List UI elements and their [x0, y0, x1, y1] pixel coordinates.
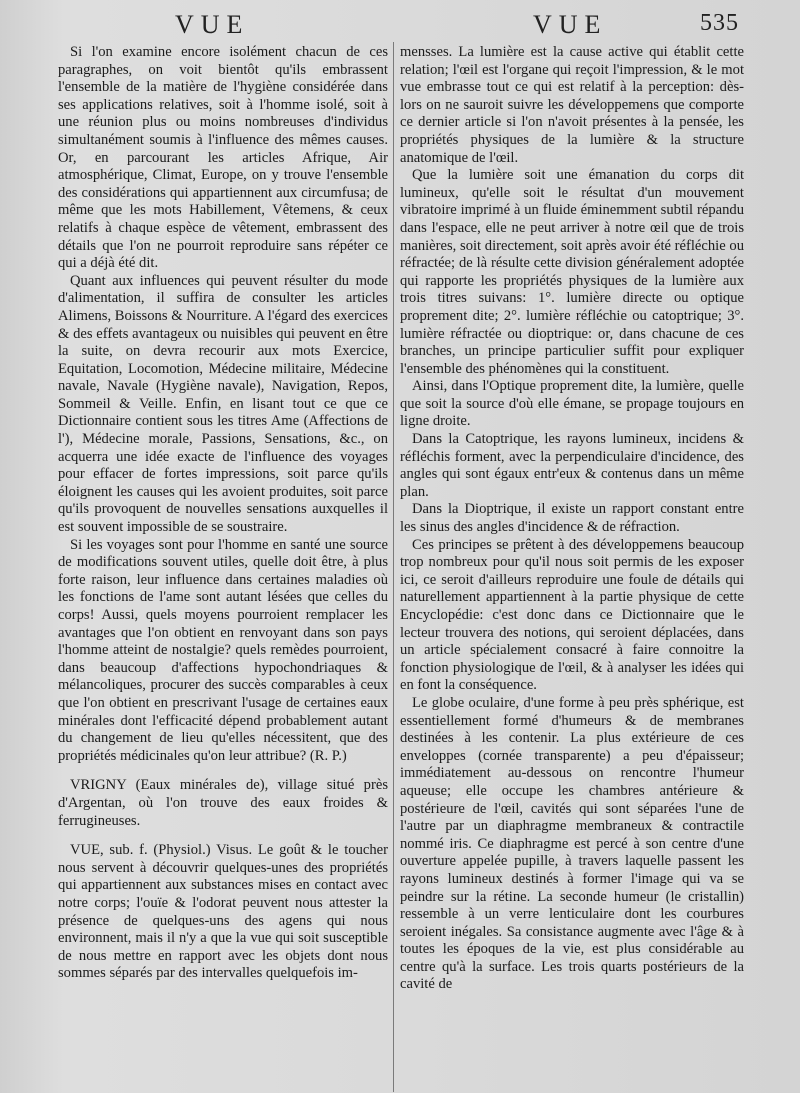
- entry-vue: VUE, sub. f. (Physiol.) Visus. Le goût & le toucher nous servent à découvrir quelques-unes des propriétés qui appartiennent aux substances mises en contact avec notre corps; l'ouïe & l'odorat peuvent nous attester la présence de quelques-uns des agens qui nous environnent, mais il n'y a que la vue qui soit susceptible de nous mettre en rapport avec les objets dont nous sommes séparés par des intervalles quelquefois im-: [58, 842, 388, 982]
- paragraph-voyages: Si les voyages sont pour l'homme en santé une source de modifications souvent utiles, quelle doit être, à plus forte raison, leur influence dans certaines maladies où les fonctions de l'ame sont autant lésées que celles du corps! Aussi, quels moyens pourroient remplacer les avantages que l'on obtient en renvoyant dans son pays l'homme atteint de nostalgie? quels remèdes pourroient, dans beaucoup d'affections hypochondriaques & mélancoliques, procurer des succès comparables à ceux que l'on obtient en prescrivant l'usage de certaines eaux minérales dont l'efficacité dépend probablement autant du changement de lieu qu'elles nécessitent, que des propriétés médicinales qu'on leur attribue? (R. P.): [58, 536, 388, 764]
- paragraph-vue-continued: mensses. La lumière est la cause active qui établit cette relation; l'œil est l'organe qui reçoit l'impression, & le mot vue embrasse tout ce qui est relatif à la perception: dès-lors on ne sauroit suivre les développemens que comporte ce dernier article si l'on n'avoit présentes à la pensée, les propriétés physiques de la lumière & la structure anatomique de l'œil.: [400, 44, 744, 166]
- right-column: [400, 44, 744, 994]
- left-column: [58, 44, 388, 983]
- paragraph-hygiene-summary: Si l'on examine encore isolément chacun de ces paragraphes, on voit bientôt qu'ils embrassent l'ensemble de la matière de l'hygiène considérée dans ses applications relatives, soit à l'homme isolé, soit à une réunion plus ou moins nombreuses d'individus simultanément soumis à l'influence des mêmes causes. Or, en parcourant les articles Afrique, Air atmosphérique, Climat, Europe, on y trouve l'ensemble des considérations qui appartiennent aux circumfusa; de même que les mots Habillement, Vêtemens, & ceux relatifs à chaque espèce de vêtement, embrassent des détails que l'on ne pourroit reproduire sans répéter ce qui a déjà été dit.: [58, 44, 388, 272]
- paragraph-dioptrique: Dans la Dioptrique, il existe un rapport constant entre les sinus des angles d'incidence & de réfraction.: [400, 501, 744, 536]
- entry-vrigny: VRIGNY (Eaux minérales de), village situé près d'Argentan, où l'on trouve des eaux froides & ferrugineuses.: [58, 777, 388, 829]
- running-head-right: VUE: [533, 10, 608, 39]
- paragraph-globe-oculaire: Le globe oculaire, d'une forme à peu près sphérique, est essentiellement formé d'humeurs & de membranes destinées à les contenir. La plus extérieure de ces enveloppes (cornée transparente) a peu d'épaisseur; immédiatement au-dessous on rencontre l'humeur aqueuse; elle occupe les chambres antérieure & postérieure de l'œil, cavités qui sont séparées l'une de l'autre par un diaphragme membraneux & contractile nommé iris. Ce diaphragme est percé à son centre d'une ouverture appelée pupille, à travers laquelle passent les rayons lumineux destinés à former l'image qui va se peindre sur la rétine. La seconde humeur (le cristallin) ressemble à un verre lenticulaire dont les courbures seroient inégales. Sa consistance augmente avec l'âge & à toutes les époques de la vie, est plus considérable au centre qu'à la surface. Les trois quarts postérieurs de la cavité de: [400, 694, 744, 993]
- column-divider: [393, 42, 394, 1092]
- paragraph-alimentation: Quant aux influences qui peuvent résulter du mode d'alimentation, il suffira de consulter les articles Alimens, Boissons & Nourriture. A l'égard des exercices & des effets avantageux ou nuisibles qui peuvent en être la suite, on devra recourir aux mots Exercice, Equitation, Locomotion, Médecine militaire, Médecine navale, Navale (Hygiène navale), Navigation, Repos, Sommeil & Veille. Enfin, en lisant tout ce que ce Dictionnaire contient sous les titres Ame (Affections de l'), Médecine morale, Passions, Sensations, &c., on acquerra une idée exacte de l'influence des voyages pour effacer de fortes impressions, soit parce qu'ils éloignent les causes qui les avoient produites, soit parce qu'ils provoquent de nouvelles sensations auxquelles il est souvent impossible de se soustraire.: [58, 272, 388, 536]
- paragraph-lumiere: Que la lumière soit une émanation du corps dit lumineux, qu'elle soit le résultat d'un mouvement vibratoire imprimé à un fluide éminemment subtil répandu dans l'espace, elle ne peut arriver à notre œil que de trois manières, soit directement, soit après avoir été réfléchie ou réfractée; de là résulte cette division généralement adoptée qui rapporte les propriétés physiques de la lumière aux trois titres suivans: 1°. lumière directe ou optique proprement dite; 2°. lumière réfléchie ou catoptrique; 3°. lumière réfractée ou dioptrique: or, dans chacune de ces branches, un principe particulier suffit pour expliquer l'ensemble des phénomènes qui la constituent.: [400, 167, 744, 377]
- running-head-left: VUE: [175, 10, 250, 39]
- paragraph-catoptrique: Dans la Catoptrique, les rayons lumineux, incidens & réfléchis forment, avec la perpendiculaire d'incidence, des angles qui sont égaux entr'eux & contenus dans un même plan.: [400, 431, 744, 500]
- page-number: 535: [700, 10, 739, 36]
- paragraph-optique: Ainsi, dans l'Optique proprement dite, la lumière, quelle que soit la source d'où elle émane, se propage toujours en ligne droite.: [400, 378, 744, 430]
- paragraph-principes: Ces principes se prêtent à des développemens beaucoup trop nombreux pour qu'il nous soit permis de les exposer ici, ce seroit d'ailleurs reproduire une foule de détails qui naturellement appartiennent à la partie physique de cette Encyclopédie: c'est donc dans ce Dictionnaire que le lecteur trouvera des notions, qui seroient déplacées, dans un article spécialement consacré à faire connoitre la fonction physiologique de l'œil, & à analyser les idées qui en font la conséquence.: [400, 536, 744, 694]
